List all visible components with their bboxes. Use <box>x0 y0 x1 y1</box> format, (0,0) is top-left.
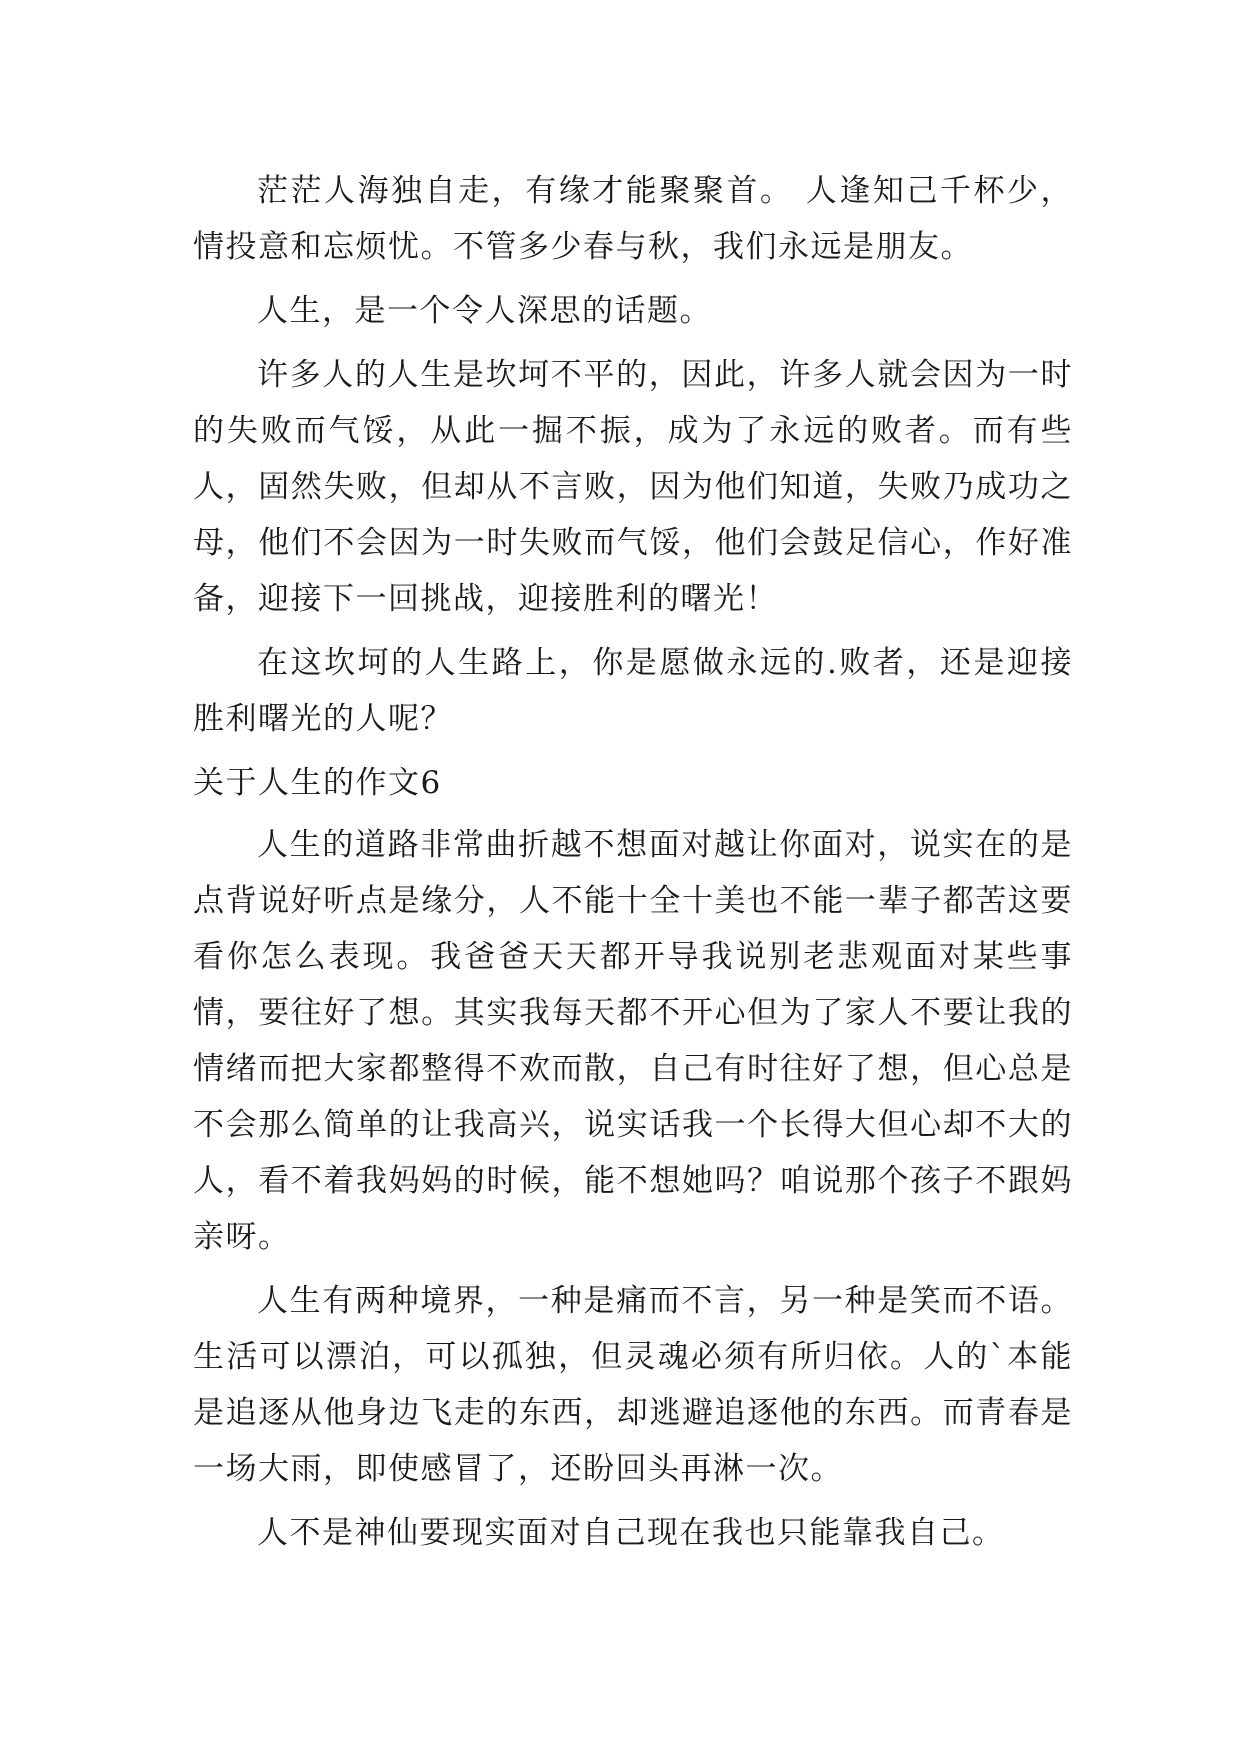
paragraph-rely-on-self: 人不是神仙要现实面对自己现在我也只能靠我自己。 <box>257 1515 1005 1551</box>
paragraph-life-topic: 人生，是一个令人深思的话题。 <box>257 293 712 329</box>
paragraph-life-road: 人生的道路非常曲折越不想面对越让你面对，说实在的是点背说好听点是缘分，人不能十全十美也不能一辈子都苦这要看你怎么表现。我爸爸天天都开导我说别老悲观面对某些事情，要往好了想。其实我每天都不开心但为了家人不要让我的情绪而把大家都整得不欢而散，自己有时往好了想，但心总是不会那么简单的让我高兴，说实话我一个长得大但心却不大的人，看不着我妈妈的时候，能不想她吗？咱说那个孩子不跟妈亲呀。 <box>193 827 1073 1255</box>
paragraph-two-realms: 人生有两种境界，一种是痛而不言，另一种是笑而不语。生活可以漂泊，可以孤独，但灵魂必须有所归依。人的`本能是追逐从他身边飞走的东西，却逃避追逐他的东西。而青春是一场大雨，即使感冒了，还盼回头再淋一次。 <box>193 1283 1073 1487</box>
document-body <box>193 163 1073 1569</box>
essay-heading: 关于人生的作文6 <box>193 765 442 801</box>
paragraph-question: 在这坎坷的人生路上，你是愿做永远的.败者，还是迎接胜利曙光的人呢？ <box>193 645 1073 737</box>
paragraph-failure: 许多人的人生是坎坷不平的，因此，许多人就会因为一时的失败而气馁，从此一掘不振，成为了永远的败者。而有些人，固然失败，但却从不言败，因为他们知道，失败乃成功之母，他们不会因为一时失败而气馁，他们会鼓足信心，作好准备，迎接下一回挑战，迎接胜利的曙光！ <box>193 357 1073 617</box>
paragraph-friends: 茫茫人海独自走，有缘才能聚聚首。 人逢知己千杯少，情投意和忘烦忧。不管多少春与秋，我们永远是朋友。 <box>193 173 1073 265</box>
